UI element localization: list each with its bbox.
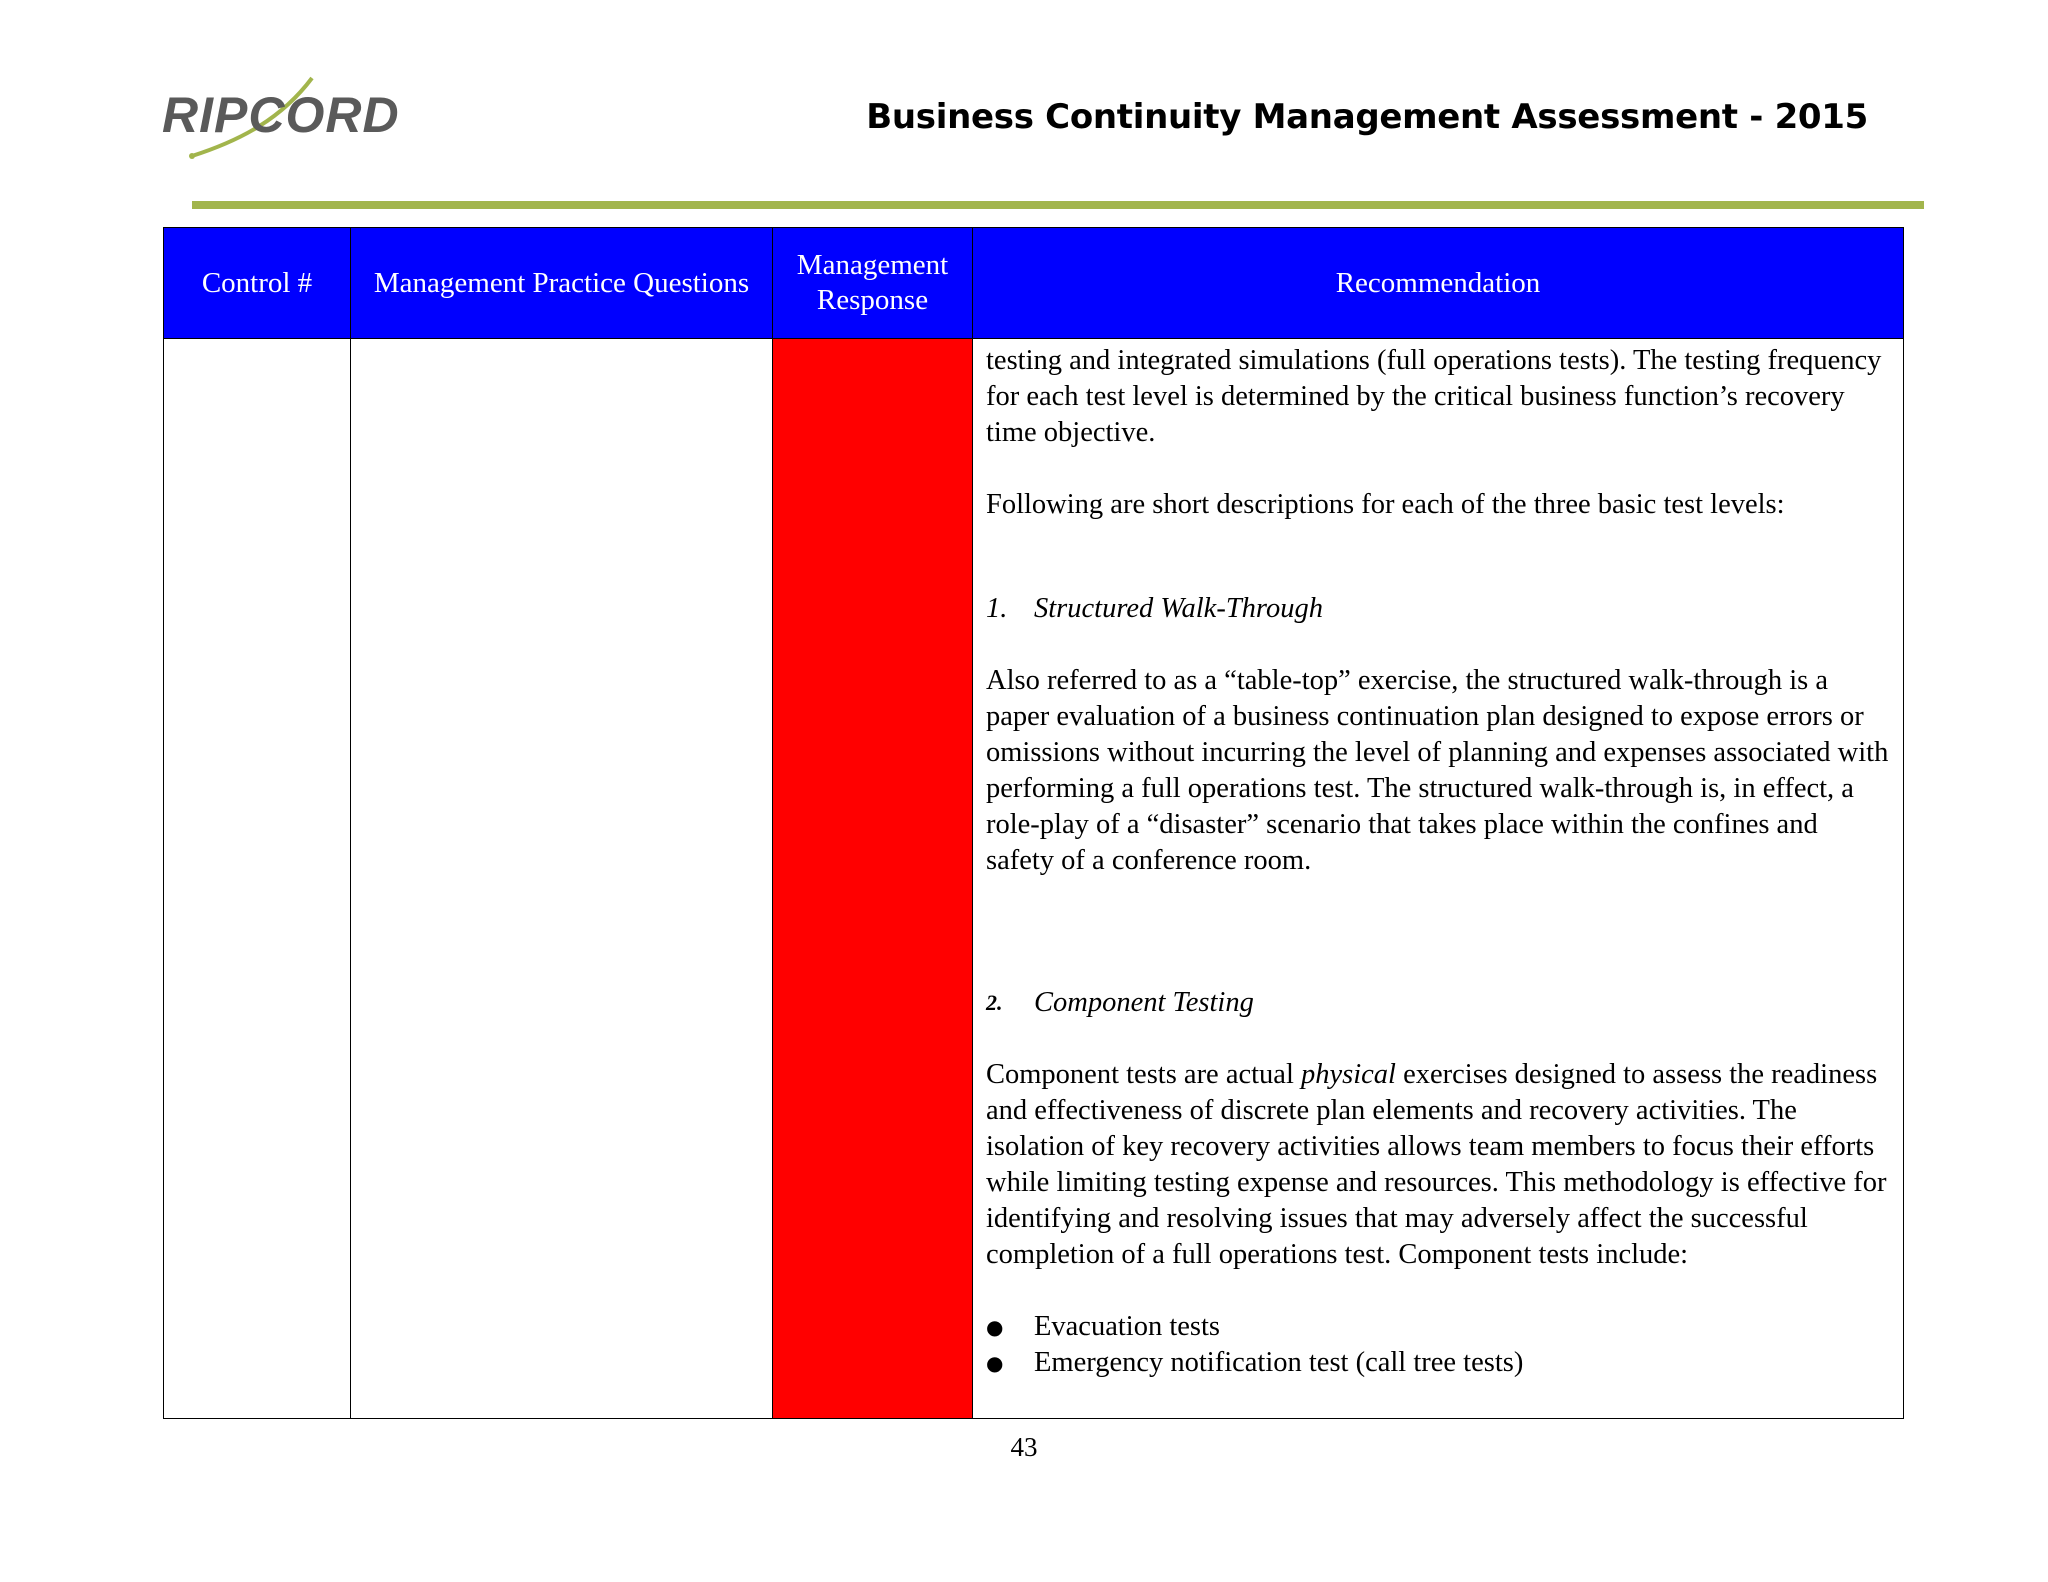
column-header-response: Management Response [773, 228, 973, 339]
level-1-number: 1. [986, 593, 1008, 624]
column-header-control: Control # [164, 228, 351, 339]
management-response-cell [773, 339, 973, 1419]
level-2-number: 2. [986, 990, 1003, 1015]
company-logo [162, 68, 402, 163]
component-test-list [986, 1309, 1889, 1381]
level-2-text-start: Component tests are actual [986, 1059, 1301, 1090]
level-2-heading [986, 985, 1889, 1021]
level-2-description [986, 1057, 1889, 1273]
recommendation-intro: testing and integrated simulations (full operations tests). The testing frequency for each test level is determined by the critical business function’s recovery time objective. [986, 345, 1882, 448]
assessment-table [163, 227, 1904, 1419]
table-header-row [164, 228, 1904, 339]
level-1-description: Also referred to as a “table-top” exercise, the structured walk-through is a paper evaluation of a business continuation plan designed to expose errors or omissions without incurring the level of planning and expenses associated with performing a full operations test. The structured walk-through is, in effect, a role-play of a “disaster” scenario that takes place within the confines and safety of a conference room. [986, 665, 1889, 876]
control-number-cell [164, 339, 351, 1419]
list-item-text: Evacuation tests [1034, 1311, 1220, 1342]
column-header-questions: Management Practice Questions [351, 228, 773, 339]
level-2-title: Component Testing [1034, 987, 1254, 1018]
list-item [986, 1309, 1889, 1345]
practice-question-cell [351, 339, 773, 1419]
bullet-icon: ● [986, 1351, 1004, 1375]
header-divider [192, 201, 1924, 209]
level-2-text-end: exercises designed to assess the readiness and effectiveness of discrete plan elements and recovery activities. The isolation of key recovery activities allows team members to focus their efforts while limiting testing expense and resources. This methodology is effective for identifying and resolving issues that may adversely affect the successful completion of a full operations test. Component tests include: [986, 1059, 1887, 1270]
column-header-recommendation: Recommendation [973, 228, 1904, 339]
bullet-icon: ● [986, 1315, 1004, 1339]
level-2-emphasis: physical [1301, 1059, 1396, 1090]
page-number: 43 [1010, 1432, 1038, 1462]
table-row [164, 339, 1904, 1419]
level-1-title: Structured Walk-Through [1034, 593, 1323, 624]
list-item-text: Emergency notification test (call tree tests) [1034, 1347, 1524, 1378]
test-levels-lead-in: Following are short descriptions for each of the three basic test levels: [986, 489, 1785, 520]
list-item [986, 1345, 1889, 1381]
level-1-heading [986, 591, 1889, 627]
recommendation-cell [973, 339, 1904, 1419]
document-title: Business Continuity Management Assessment - 2015 [866, 97, 1868, 137]
logo-wordmark: RIPCORD [162, 87, 400, 143]
